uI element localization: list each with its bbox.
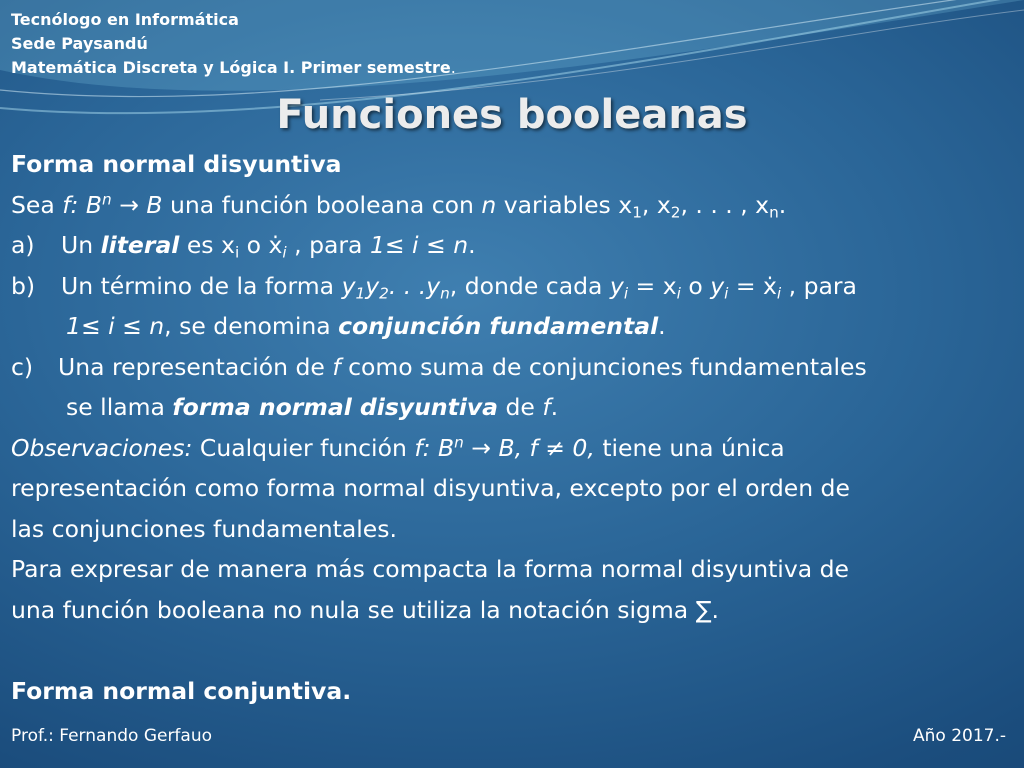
text: f bbox=[542, 393, 551, 421]
text: Una representación de bbox=[58, 352, 333, 381]
item-a-label: a) bbox=[11, 231, 35, 259]
text: . . .y bbox=[388, 271, 441, 300]
text: = ẋ bbox=[728, 271, 777, 300]
text: Cualquier función bbox=[192, 433, 415, 462]
text: , para bbox=[286, 231, 370, 259]
item-b-continued bbox=[11, 306, 1016, 347]
subscript: 1 bbox=[632, 203, 642, 222]
text: se llama bbox=[66, 393, 173, 421]
subscript: i bbox=[234, 243, 240, 262]
item-a bbox=[11, 225, 1016, 266]
text: Un término de la forma bbox=[61, 271, 342, 300]
item-b-label: b) bbox=[11, 271, 36, 300]
text: . bbox=[468, 231, 476, 259]
text: → B, f ≠ 0, bbox=[463, 433, 595, 462]
item-c-label: c) bbox=[11, 352, 34, 381]
subscript: i bbox=[776, 284, 782, 303]
observaciones-line-3: las conjunciones fundamentales. bbox=[11, 514, 397, 543]
header bbox=[11, 8, 456, 80]
text: , donde cada bbox=[449, 271, 610, 300]
text: y bbox=[365, 271, 380, 300]
slide-title: Funciones booleanas bbox=[276, 92, 748, 138]
subscript: n bbox=[440, 284, 450, 303]
text: es x bbox=[179, 231, 235, 259]
subscript: i bbox=[282, 243, 287, 262]
footer-year: Año 2017.- bbox=[912, 726, 1006, 746]
text: Sea bbox=[11, 190, 63, 219]
text: . bbox=[550, 393, 559, 421]
text: . bbox=[658, 312, 666, 340]
text: forma normal disyuntiva bbox=[172, 393, 499, 421]
header-campus: Sede Paysandú bbox=[11, 34, 148, 53]
subscript: 1 bbox=[355, 284, 366, 303]
text: o ẋ bbox=[239, 231, 283, 259]
item-c-continued bbox=[11, 387, 1016, 428]
text: como suma de conjunciones fundamentales bbox=[340, 352, 867, 381]
superscript: n bbox=[454, 433, 464, 452]
dnf-heading: Forma normal disyuntiva bbox=[11, 150, 342, 178]
text: . bbox=[778, 190, 787, 219]
text: n bbox=[481, 190, 497, 219]
text: y bbox=[341, 271, 356, 300]
observaciones-line-2: representación como forma normal disyuntiva, excepto por el orden de bbox=[11, 474, 850, 502]
subscript: i bbox=[724, 284, 729, 303]
subscript: i bbox=[676, 284, 681, 303]
header-program: Tecnólogo en Informática bbox=[11, 10, 239, 29]
slide-content bbox=[11, 144, 1016, 711]
text: tiene una única bbox=[594, 433, 785, 462]
text: , . . . , x bbox=[680, 190, 770, 219]
text: conjunción fundamental bbox=[338, 312, 659, 340]
subscript: 2 bbox=[670, 203, 681, 222]
text: = x bbox=[628, 271, 677, 300]
item-c bbox=[11, 347, 1016, 388]
dnf-intro bbox=[11, 185, 1016, 226]
header-course bbox=[11, 56, 456, 80]
text: , se denomina bbox=[164, 312, 339, 340]
text: y bbox=[710, 271, 725, 300]
text: 1≤ i ≤ n bbox=[66, 312, 165, 340]
subscript: n bbox=[769, 203, 779, 222]
text: f bbox=[332, 352, 341, 381]
header-course-text: Matemática Discreta y Lógica I. Primer semestre bbox=[11, 58, 451, 77]
text: → B bbox=[111, 190, 163, 219]
text: literal bbox=[100, 231, 180, 259]
superscript: n bbox=[102, 190, 112, 209]
text: variables x bbox=[496, 190, 633, 219]
spacer bbox=[11, 630, 1016, 671]
subscript: i bbox=[623, 284, 629, 303]
text: de bbox=[498, 393, 543, 421]
sigma-paragraph-line-2: una función booleana no nula se utiliza la notación sigma ∑. bbox=[11, 595, 719, 624]
observaciones bbox=[11, 428, 1016, 469]
text: o bbox=[680, 271, 711, 300]
text: f: B bbox=[414, 433, 455, 462]
text: , para bbox=[781, 271, 857, 300]
footer-professor: Prof.: Fernando Gerfauo bbox=[11, 726, 213, 746]
text: Un bbox=[61, 231, 101, 259]
text: Observaciones: bbox=[11, 433, 193, 462]
text: y bbox=[609, 271, 624, 300]
item-b bbox=[11, 266, 1016, 307]
cnf-heading: Forma normal conjuntiva. bbox=[11, 676, 352, 705]
sigma-paragraph-line-1: Para expresar de manera más compacta la forma normal disyuntiva de bbox=[11, 555, 849, 583]
text: , x bbox=[641, 190, 671, 219]
text: f: B bbox=[62, 190, 103, 219]
header-course-period: . bbox=[450, 58, 456, 77]
text: 1≤ i ≤ n bbox=[369, 231, 469, 259]
subscript: 2 bbox=[379, 284, 389, 303]
text: una función booleana con bbox=[162, 190, 482, 219]
